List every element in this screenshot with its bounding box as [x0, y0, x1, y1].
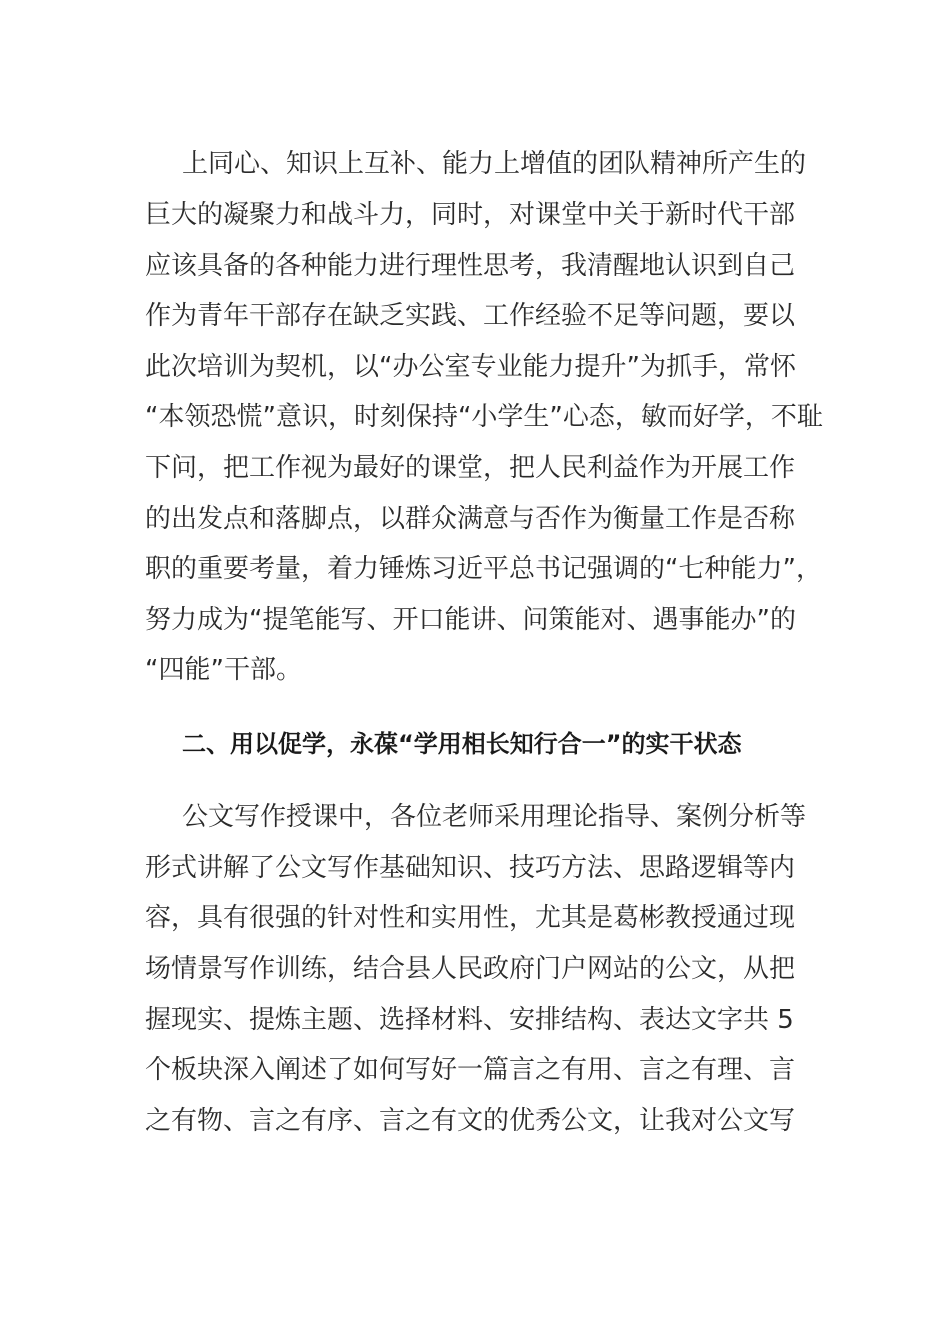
paragraph-line: 此次培训为契机，以“办公室专业能力提升”为抓手，常怀	[145, 352, 796, 382]
paragraph-line: “本领恐慌”意识，时刻保持“小学生”心态，敏而好学，不耻	[145, 402, 823, 432]
paragraph-line: 作为青年干部存在缺乏实践、工作经验不足等问题，要以	[145, 301, 796, 331]
paragraph-line: 之有物、言之有序、言之有文的优秀公文，让我对公文写	[145, 1106, 796, 1136]
paragraph-line: 的出发点和落脚点，以群众满意与否作为衡量工作是否称	[145, 504, 796, 534]
paragraph-line: 容，具有很强的针对性和实用性，尤其是葛彬教授通过现	[145, 903, 796, 933]
paragraph-line: 个板块深入阐述了如何写好一篇言之有用、言之有理、言	[145, 1055, 796, 1085]
paragraph-line: 职的重要考量，着力锤炼习近平总书记强调的“七种能力”，	[145, 554, 822, 584]
paragraph-line: 形式讲解了公文写作基础知识、技巧方法、思路逻辑等内	[145, 853, 796, 883]
paragraph-line: 握现实、提炼主题、选择材料、安排结构、表达文字共 5	[145, 1005, 794, 1035]
paragraph-line: 场情景写作训练，结合县人民政府门户网站的公文，从把	[145, 954, 796, 984]
paragraph-line: 努力成为“提笔能写、开口能讲、问策能对、遇事能办”的	[145, 605, 796, 635]
section-heading: 二、用以促学，永葆“学用相长知行合一”的实干状态	[182, 730, 742, 758]
paragraph-line: 应该具备的各种能力进行理性思考，我清醒地认识到自己	[145, 251, 796, 281]
paragraph-line: 巨大的凝聚力和战斗力，同时，对课堂中关于新时代干部	[145, 200, 796, 230]
paragraph-line: 下问，把工作视为最好的课堂，把人民利益作为开展工作	[145, 453, 796, 483]
paragraph-line: “四能”干部。	[145, 655, 302, 685]
paragraph-line: 上同心、知识上互补、能力上增值的团队精神所产生的	[182, 149, 807, 179]
paragraph-line: 公文写作授课中，各位老师采用理论指导、案例分析等	[182, 802, 807, 832]
